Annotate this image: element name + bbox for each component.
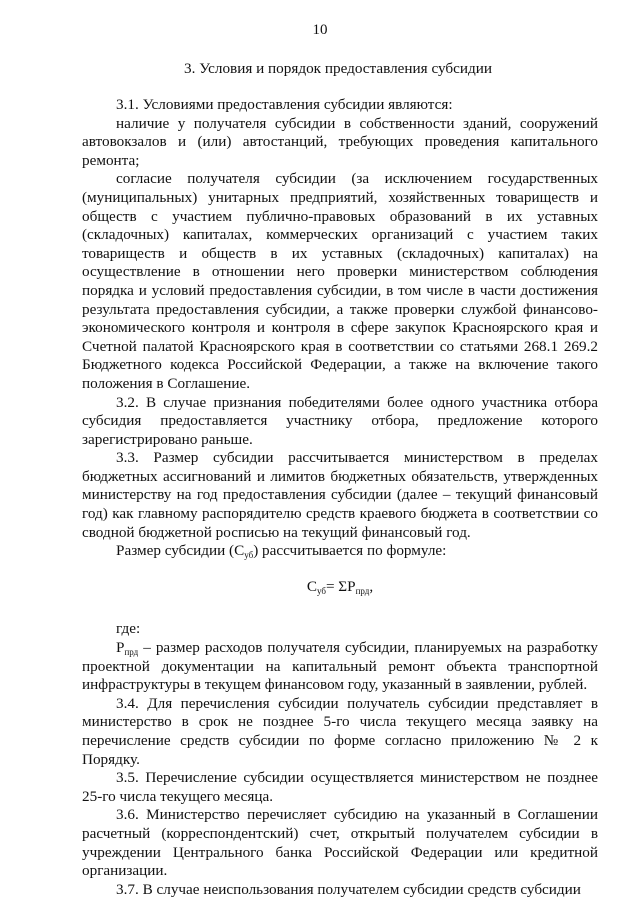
document-body (82, 96, 598, 899)
paragraph-3-1: 3.1. Условиями предоставления субсидии являются: (116, 96, 453, 113)
formula-lhs: С (306, 577, 317, 595)
paragraph-3-3: 3.3. Размер субсидии рассчитывается министерством в пределах бюджетных ассигнований и лимитов бюджетных обязательств, утвержденных министерству на год предоставления субсидии (далее – текущий финансовый год) как главному распорядителю средств краевого бюджета в соответствии со сводной бюджетной росписью на текущий финансовый год. (82, 449, 598, 541)
where-label: где: (116, 620, 141, 638)
formula (82, 578, 598, 597)
page-number: 10 (312, 22, 328, 38)
section-title: 3. Условия и порядок предоставления субсидии (184, 60, 492, 77)
definition-text: – размер расходов получателя субсидии, планируемых на разработку проектной документации на капитальный ремонт объекта транспортной инфраструктуры в текущем финансовом году, указанный в заявлении, рублей. (82, 639, 598, 694)
paragraph-3-5: 3.5. Перечисление субсидии осуществляется министерством не позднее 25-го числа текущего месяца. (82, 769, 598, 805)
paragraph-3-6: 3.6. Министерство перечисляет субсидию на указанный в Соглашении расчетный (корреспондентский) счет, открытый получателем субсидии в учреждении Центрального банка Российской Федерации или кредитной организации. (82, 806, 598, 880)
formula-intro-sub: уб (244, 550, 254, 561)
formula-rhs-sub: прд (355, 585, 370, 596)
paragraph-3-4: 3.4. Для перечисления субсидии получатель субсидии представляет в министерство в срок не позднее 5-го числа текущего месяца заявку на перечисление средств субсидии по форме согласно приложению № 2 к Порядку. (82, 694, 598, 768)
condition-consent: согласие получателя субсидии (за исключением государственных (муниципальных) унитарных предприятий, хозяйственных товариществ и обществ с участием публично-правовых образований в их уставных (складочных) капиталах, коммерческих организаций с участием таких товариществ и обществ в их уставных (складочных) капиталах) на осуществление в отношении него проверки министерством соблюдения порядка и условий предоставления субсидии, в том числе в части достижения результата предоставления субсидии, а также проверки службой финансово-экономического контроля и контроля в сфере закупок Красноярского края и Счетной палатой Красноярского края в соответствии со статьями 268.1 269.2 Бюджетного кодекса Российской Федерации, а также на включение такого положения в Соглашение. (82, 170, 598, 392)
definition-prd (82, 639, 598, 695)
formula-end: , (369, 577, 374, 595)
formula-lhs-sub: уб (316, 585, 326, 596)
definition-symbol-sub: прд (124, 647, 139, 658)
condition-ownership: наличие у получателя субсидии в собственности зданий, сооружений автовокзалов и (или) автостанций, требующих проведения капитального ремонта; (82, 114, 598, 169)
definition-symbol: Р (116, 639, 125, 657)
formula-intro (82, 542, 598, 561)
paragraph-3-7: 3.7. В случае неиспользования получателем субсидии средств субсидии (116, 880, 581, 898)
formula-intro-before: Размер субсидии (С (116, 542, 245, 560)
formula-intro-after: ) рассчитывается по формуле: (253, 542, 447, 560)
paragraph-3-2: 3.2. В случае признания победителями более одного участника отбора субсидия предоставляется участнику отбора, предложение которого зарегистрировано раньше. (82, 393, 598, 448)
formula-middle: = ΣР (325, 577, 356, 595)
